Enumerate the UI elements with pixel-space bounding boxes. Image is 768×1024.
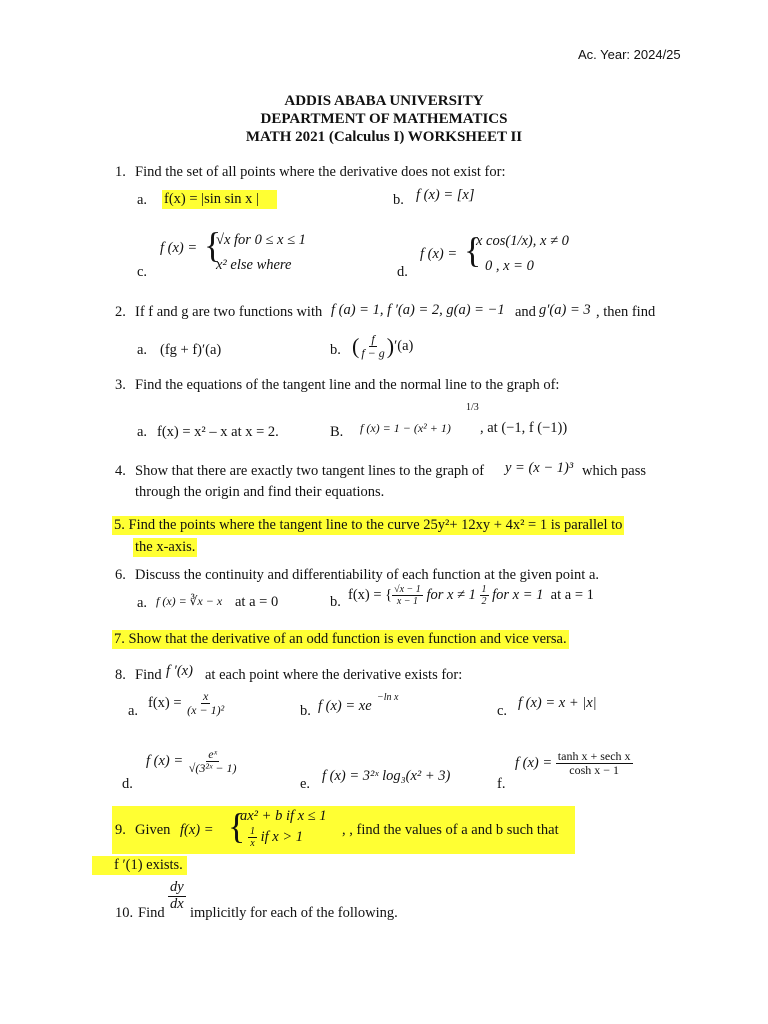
q8d-label: d. xyxy=(122,776,133,792)
q2-conditions: f (a) = 1, f ′(a) = 2, g(a) = −1 xyxy=(331,302,505,318)
q9-case2-row xyxy=(248,826,303,849)
q3a-expression: f(x) = x² – x at x = 2. xyxy=(157,424,279,440)
q9-case2: if x > 1 xyxy=(260,828,304,845)
q8c-expression: f (x) = x + |x| xyxy=(518,695,597,711)
q2-text-post: , then find xyxy=(596,304,656,320)
q9-lhs: f(x) = xyxy=(180,822,214,838)
q8a-lhs: f(x) = xyxy=(148,695,182,712)
q2-text-pre: If f and g are two functions with xyxy=(135,304,323,320)
academic-year: Ac. Year: 2024/25 xyxy=(578,47,681,62)
university-title: ADDIS ABABA UNIVERSITY xyxy=(284,93,484,109)
q5-line2: the x-axis. xyxy=(135,539,196,555)
q10-derivative xyxy=(168,880,186,913)
q8b-exponent: −ln x xyxy=(377,692,399,703)
q10-den: dx xyxy=(170,895,184,912)
q9-line2: f ′(1) exists. xyxy=(92,856,187,875)
q1b-expression: f (x) = [x] xyxy=(416,187,475,203)
q8d-expression xyxy=(146,748,238,775)
q9-case2-num: 1 xyxy=(250,826,255,837)
q1-number: 1. xyxy=(115,164,126,180)
q8e-label: e. xyxy=(300,776,311,792)
q9-text-post: , , find the values of a and b such that xyxy=(342,822,559,838)
q1c-case2: x² else where xyxy=(216,257,292,273)
q9-case2-den: x xyxy=(250,838,255,849)
q8d-num: eˣ xyxy=(208,747,217,761)
q4-text-pre: Show that there are exactly two tangent lines to the graph of xyxy=(135,463,485,479)
q8f-lhs: f (x) = xyxy=(515,755,553,772)
q5-text-line1: Find the points where the tangent line to the curve 25y²+ 12xy + 4x² = 1 is parallel to xyxy=(128,517,623,533)
q2b-label: b. xyxy=(330,342,341,358)
q8f-expression xyxy=(515,750,633,777)
q2b-expression: ( $\frac{f}{f - g}$ )′(a) xyxy=(352,332,414,361)
q3b-label: B. xyxy=(330,424,344,440)
q1d-brace: { xyxy=(464,230,482,270)
q9-number: 9. xyxy=(115,822,126,838)
q10-text-pre: Find xyxy=(138,905,165,921)
q1d-case2: 0 , x = 0 xyxy=(485,258,534,274)
q3b-at: , at (−1, f (−1)) xyxy=(480,420,568,436)
q8-text-post: at each point where the derivative exists for: xyxy=(205,667,463,683)
q6b-case1: for x ≠ 1 xyxy=(426,586,476,603)
worksheet-title: MATH 2021 (Calculus I) WORKSHEET II xyxy=(245,129,523,145)
q8e-expression: f (x) = 3²ˣ log₃(x² + 3) xyxy=(322,768,451,784)
q8b-expression: f (x) = xe xyxy=(318,698,372,714)
department-title: DEPARTMENT OF MATHEMATICS xyxy=(260,111,508,127)
q1c-label: c. xyxy=(137,264,148,280)
q1a-expression: f(x) = |sin sin x | xyxy=(162,190,277,209)
q9-brace: { xyxy=(228,806,246,846)
q8-number: 8. xyxy=(115,667,126,683)
q4-number: 4. xyxy=(115,463,126,479)
q8f-den: cosh x − 1 xyxy=(569,763,620,778)
q7-number: 7. xyxy=(114,631,125,647)
q7-text: Show that the derivative of an odd function is even function and vice versa. xyxy=(128,631,567,647)
q6b-case2-num: 1 xyxy=(481,584,487,595)
q6a-label: a. xyxy=(137,595,148,611)
q3-text: Find the equations of the tangent line and the normal line to the graph of: xyxy=(135,377,560,393)
q8-text-pre: Find xyxy=(135,667,162,683)
q2a-expression: (fg + f)′(a) xyxy=(160,342,222,358)
q7-line xyxy=(112,630,569,649)
q8-fprime: f ′(x) xyxy=(166,663,193,679)
q9-text-pre: Given xyxy=(135,822,171,838)
q1d-case1: x cos(1/x), x ≠ 0 xyxy=(476,233,569,249)
q1b-label: b. xyxy=(393,192,404,208)
q2a-label: a. xyxy=(137,342,148,358)
q8a-expression xyxy=(148,690,226,717)
q3b-exponent: 1/3 xyxy=(466,402,479,413)
q6b-case2-den: 2 xyxy=(481,596,487,607)
q5-number: 5. xyxy=(114,517,125,533)
q1d-label: d. xyxy=(397,264,408,280)
q6b-num: √x − 1 xyxy=(394,584,421,595)
q4-line2: through the origin and find their equations. xyxy=(135,484,385,500)
q8a-den: (x − 1)² xyxy=(187,703,225,718)
q6b-label: b. xyxy=(330,594,341,610)
q2-and: and xyxy=(515,304,536,320)
q1a-label: a. xyxy=(137,192,148,208)
q2b-num: f xyxy=(371,332,375,346)
q6b-pre: f(x) = { xyxy=(348,586,393,603)
q3b-expression: f (x) = 1 − (x² + 1) xyxy=(360,421,451,435)
q6b-expression xyxy=(348,584,594,607)
q1c-brace: { xyxy=(204,225,222,265)
q6b-case2: for x = 1 xyxy=(492,586,544,603)
q1c-case1: √x for 0 ≤ x ≤ 1 xyxy=(216,232,306,248)
q2-number: 2. xyxy=(115,304,126,320)
q3-number: 3. xyxy=(115,377,126,393)
q2b-den: f − g xyxy=(361,346,385,361)
q8f-label: f. xyxy=(497,776,506,792)
q8a-num: x xyxy=(203,689,209,703)
q10-text-post: implicitly for each of the following. xyxy=(190,905,398,921)
q1c-lhs: f (x) = xyxy=(160,240,198,256)
q4-text-post: which pass xyxy=(582,463,647,479)
q6a-expression: f (x) = ∛x − x xyxy=(156,594,223,608)
q1-text: Find the set of all points where the derivative does not exist for: xyxy=(135,164,506,180)
q8d-den: √(3²ˣ − 1) xyxy=(188,761,237,776)
q6a-at: at a = 0 xyxy=(235,594,279,610)
q6-text: Discuss the continuity and differentiability of each function at the given point a. xyxy=(135,567,600,583)
q6b-den: x − 1 xyxy=(396,596,419,607)
q5-line1 xyxy=(112,516,624,535)
q10-number: 10. xyxy=(115,905,134,921)
q8b-label: b. xyxy=(300,703,311,719)
q6-number: 6. xyxy=(115,567,126,583)
q3a-label: a. xyxy=(137,424,148,440)
q8c-label: c. xyxy=(497,703,508,719)
q8f-num: tanh x + sech x xyxy=(557,749,631,763)
q2-cond2: g′(a) = 3 xyxy=(539,302,591,318)
q4-expression: y = (x − 1)³ xyxy=(505,460,574,476)
q10-num: dy xyxy=(170,879,184,895)
q2b-tail: ′(a) xyxy=(394,338,414,355)
q1d-lhs: f (x) = xyxy=(420,246,458,262)
q8a-label: a. xyxy=(128,703,139,719)
q8d-lhs: f (x) = xyxy=(146,753,184,770)
q6b-at: at a = 1 xyxy=(550,586,594,603)
q9-case1: ax² + b if x ≤ 1 xyxy=(240,808,327,824)
